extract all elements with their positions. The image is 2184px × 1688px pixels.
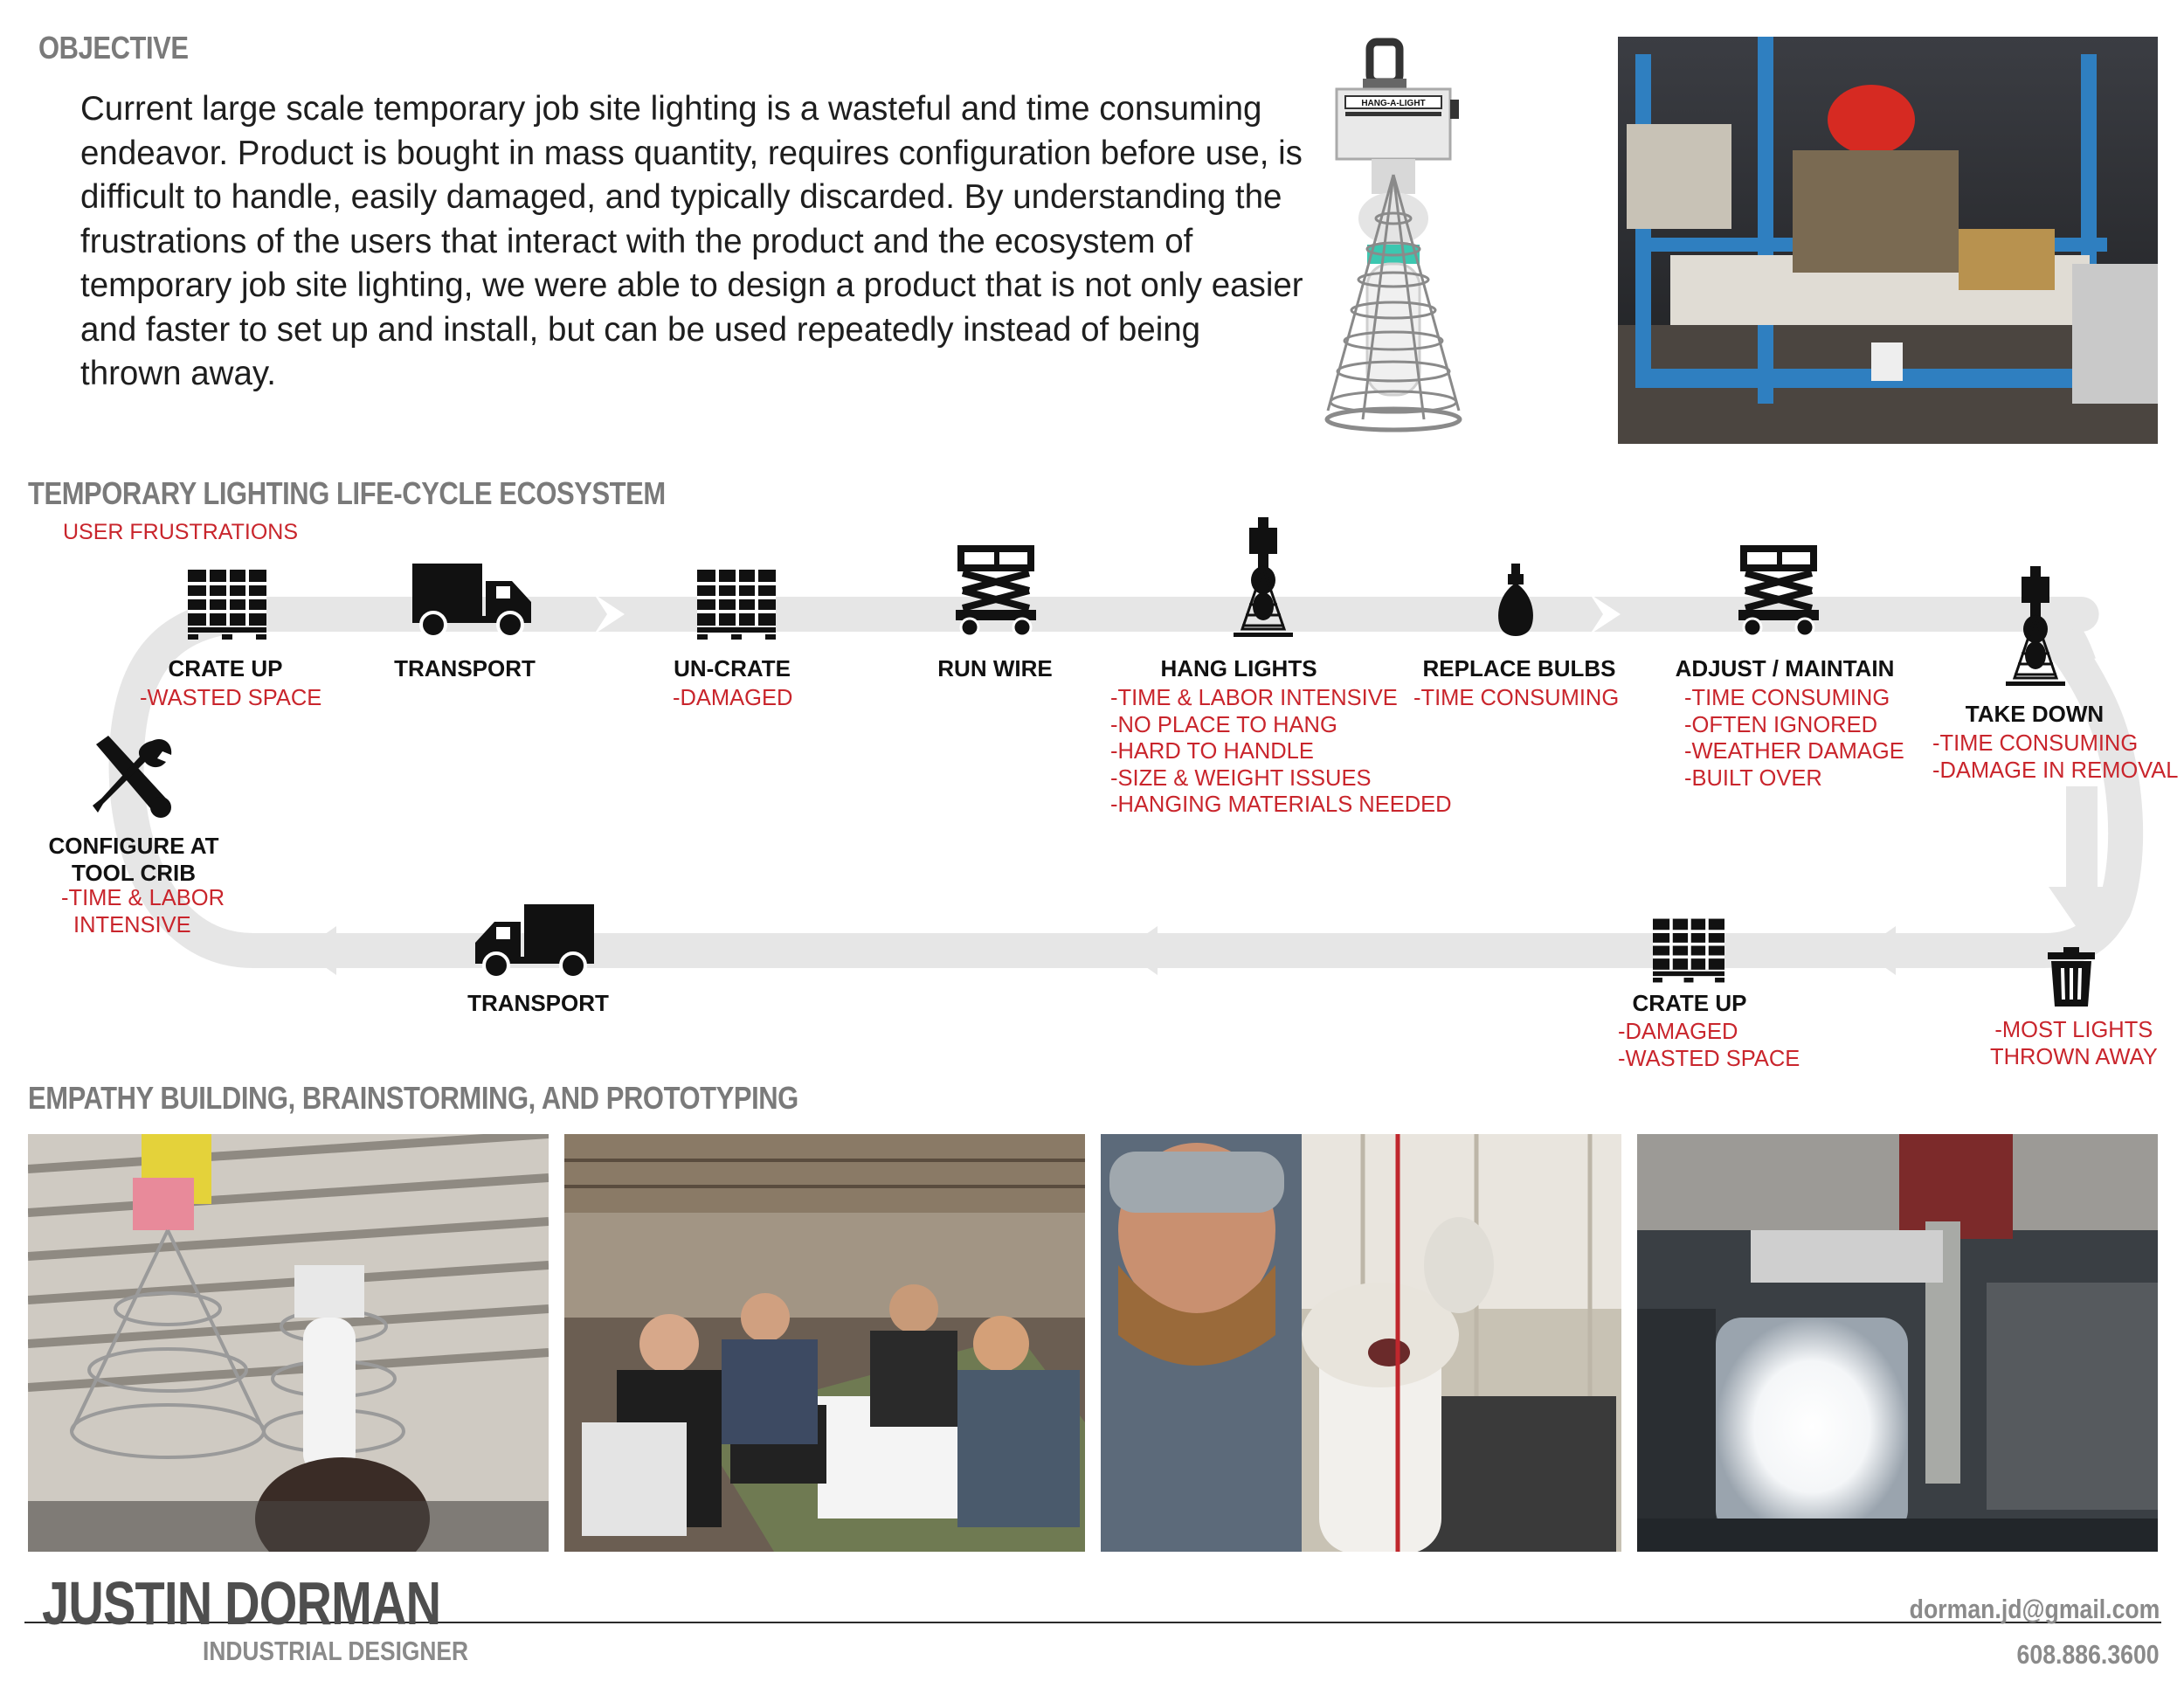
truck-icon [472,904,594,979]
frustration-item: -BUILT OVER [1684,765,1822,791]
frustration-item: -NO PLACE TO HANG [1110,712,1337,737]
installed-prototype-photo [1637,1134,2158,1552]
stage-transport: TRANSPORT [394,655,536,681]
stage-take-down: TAKE DOWN [1965,701,2105,727]
frustrations-hang-lights [1110,685,1452,819]
frustrations-crate-up-return [1618,1019,1800,1072]
stage-adjust-maintain: ADJUST / MAINTAIN [1675,655,1895,681]
frustration-item: -HANGING MATERIALS NEEDED [1110,792,1452,817]
stage-crate-up: CRATE UP [168,655,283,681]
frustrations-crate-up [140,685,321,712]
bulb-icon [1496,564,1536,639]
contact-email[interactable]: dorman.jd@gmail.com [1909,1594,2160,1624]
frustration-item: -TIME & LABOR INTENSIVE [1110,686,1398,710]
frustration-item: -TIME CONSUMING [1413,686,1620,710]
stage-un-crate: UN-CRATE [674,655,791,681]
frustrations-un-crate [673,685,792,712]
prototype-photo-cages [28,1134,549,1552]
frustration-item: -WASTED SPACE [1618,1046,1800,1071]
frustration-item: -OFTEN IGNORED [1684,712,1877,737]
objective-body: Current large scale temporary job site lighting is a wasteful and time consuming endeavor. Product is bought in mass quantity, requires configuration before use, is difficult to handle, easily damaged, and typically discarded. By understanding the frustrations of the users that interact with the product and the ecosystem of temporary job site lighting, we were able to design a product that is not only easier and faster to set up and install, but can be used repeatedly instead of being thrown away. [80,90,1303,392]
frustration-item: -DAMAGED [1618,1020,1738,1044]
pallet-icon [697,570,776,640]
empathy-title: EMPATHY BUILDING, BRAINSTORMING, AND PROTOTYPING [28,1080,798,1116]
stage-configure-line2: TOOL CRIB [71,860,197,886]
frustration-item: -TIME CONSUMING [1684,686,1890,710]
frustration-item: -DAMAGE IN REMOVAL [1932,758,2179,783]
frustration-item: -HARD TO HANDLE [1110,739,1314,764]
stage-transport-return: TRANSPORT [467,990,609,1016]
hanging-light-icon [2006,566,2067,688]
frustrations-replace-bulbs [1413,685,1619,712]
brainstorming-photo [564,1134,1085,1552]
frustration-item: -WASTED SPACE [140,686,322,710]
truck-icon [412,564,535,639]
frustration-item: -WEATHER DAMAGE [1684,739,1904,764]
frustration-item: THROWN AWAY [1990,1044,2158,1069]
designer-role: INDUSTRIAL DESIGNER [203,1636,469,1666]
hanging-light-icon [1234,517,1295,640]
stage-run-wire: RUN WIRE [937,655,1053,681]
ecosystem-title: TEMPORARY LIGHTING LIFE-CYCLE ECOSYSTEM [28,475,666,511]
frustrations-take-down [1932,730,2178,784]
frustration-item: -TIME & LABOR [61,886,225,910]
frustration-item: -TIME CONSUMING [1932,731,2139,756]
stage-replace-bulbs: REPLACE BULBS [1422,655,1616,681]
pallet-icon [1653,917,1724,984]
scissor-lift-icon [1738,545,1819,638]
objective-title: OBJECTIVE [38,30,189,66]
frustration-item: INTENSIVE [73,912,191,937]
stage-crate-up-return: CRATE UP [1632,990,1747,1016]
contact-phone: 608.886.3600 [2016,1639,2160,1670]
ecosystem-subtitle: USER FRUSTRATIONS [63,520,298,544]
designer-name: JUSTIN DORMAN [42,1569,441,1637]
prototype-handling-photo [1101,1134,1621,1552]
scissor-lift-icon [956,545,1036,638]
stage-configure-line1: CONFIGURE AT [48,833,219,859]
frustrations-trash [1990,1017,2158,1070]
frustration-item: -DAMAGED [673,686,793,710]
stage-hang-lights: HANG LIGHTS [1160,655,1317,681]
frustrations-configure [61,885,225,938]
frustration-item: -MOST LIGHTS [1994,1018,2153,1042]
frustrations-adjust-maintain [1684,685,1904,792]
product-brand-label: HANG-A-LIGHT [1361,99,1426,108]
stage-configure [49,833,219,887]
trash-icon [2048,947,2095,1008]
frustration-item: -SIZE & WEIGHT ISSUES [1110,765,1372,791]
tools-icon [91,736,175,818]
pallet-icon [188,570,266,640]
